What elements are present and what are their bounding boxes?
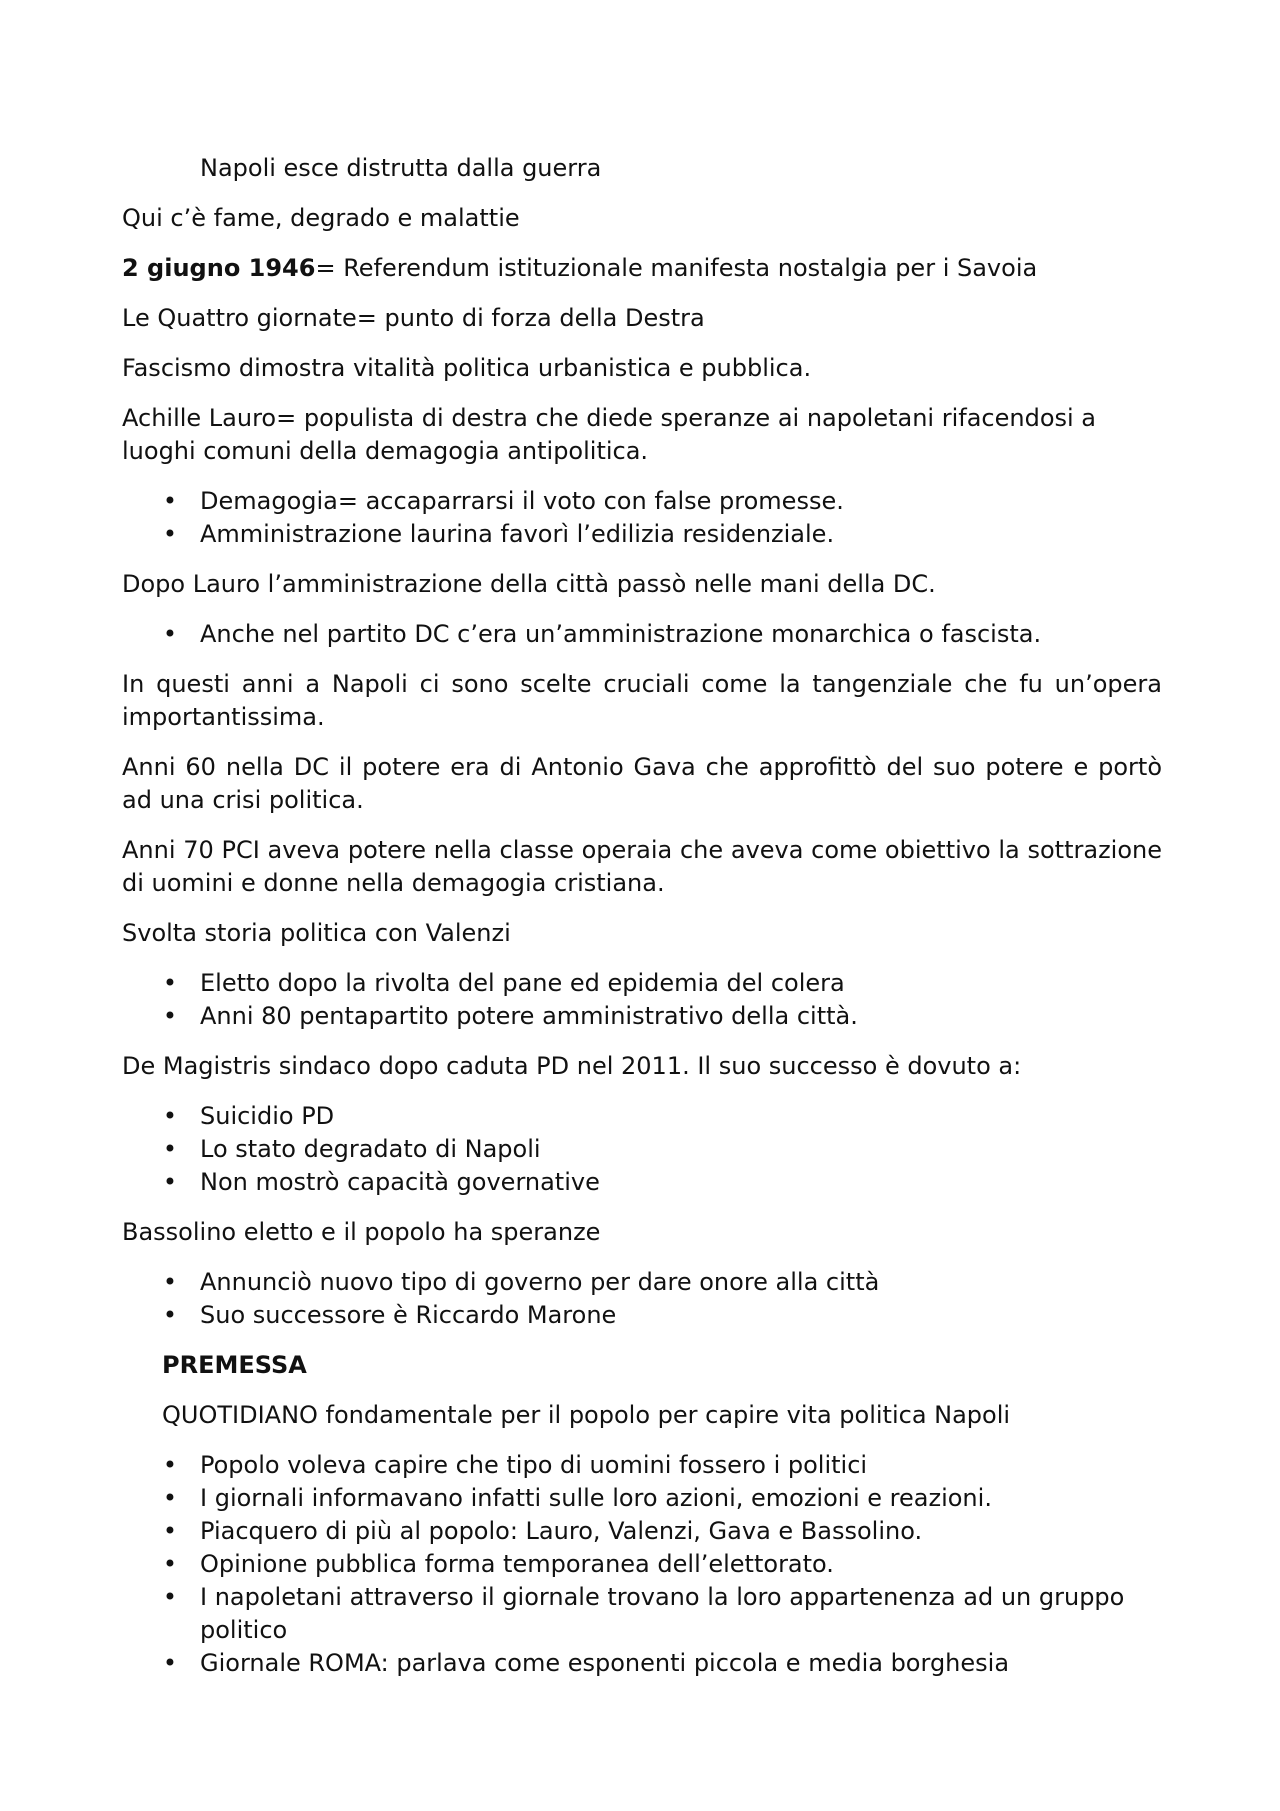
bullet-icon: • [162,1451,178,1479]
paragraph-gava: Anni 60 nella DC il potere era di Antonio Gava che approfittò del suo potere e portò ad una crisi politica. [122,753,1162,814]
list-item: • Anche nel partito DC c’era un’amministrazione monarchica o fascista. [122,618,1162,651]
referendum-text: = Referendum istituzionale manifesta nostalgia per i Savoia [315,254,1038,282]
list-valenzi [122,967,1162,1033]
bullet-icon: • [162,1102,178,1130]
bullet-icon: • [162,487,178,515]
bullet-icon: • [162,1550,178,1578]
list-bassolino [122,1266,1162,1332]
paragraph-tangenziale: In questi anni a Napoli ci sono scelte cruciali come la tangenziale che fu un’opera importantissima. [122,670,1162,731]
list-item: • Non mostrò capacità governative [122,1166,1162,1199]
list-item: • Popolo voleva capire che tipo di uomini fossero i politici [122,1449,1162,1482]
list-dc [122,618,1162,651]
list-item: • Giornale ROMA: parlava come esponenti piccola e media borghesia [122,1647,1162,1680]
paragraph-bassolino: Bassolino eletto e il popolo ha speranze [122,1218,601,1246]
list-item: • Annunciò nuovo tipo di governo per dare onore alla città [122,1266,1162,1299]
list-de-magistris [122,1100,1162,1199]
section-heading-premessa: PREMESSA [162,1351,307,1379]
list-lauro [122,485,1162,551]
bullet-icon: • [162,1135,178,1163]
bullet-icon: • [162,620,178,648]
paragraph-referendum [122,252,1162,285]
list-item: • I giornali informavano infatti sulle loro azioni, emozioni e reazioni. [122,1482,1162,1515]
paragraph-fame: Qui c’è fame, degrado e malattie [122,204,520,232]
list-item: • Piacquero di più al popolo: Lauro, Valenzi, Gava e Bassolino. [122,1515,1162,1548]
bullet-icon: • [162,1649,178,1677]
bullet-icon: • [162,1301,178,1329]
list-item: • I napoletani attraverso il giornale trovano la loro appartenenza ad un gruppo politico [122,1581,1162,1647]
paragraph-lauro: Achille Lauro= populista di destra che diede speranze ai napoletani rifacendosi a luoghi comuni della demagogia antipolitica. [122,404,1097,465]
list-item: • Opinione pubblica forma temporanea dell’elettorato. [122,1548,1162,1581]
referendum-date: 2 giugno 1946 [122,254,316,282]
paragraph-quotidiano: QUOTIDIANO fondamentale per il popolo per capire vita politica Napoli [162,1401,1011,1429]
bullet-icon: • [162,1583,178,1611]
list-item: • Demagogia= accaparrarsi il voto con false promesse. [122,485,1162,518]
bullet-icon: • [162,1168,178,1196]
list-quotidiano [122,1449,1162,1680]
list-item: • Eletto dopo la rivolta del pane ed epidemia del colera [122,967,1162,1000]
bullet-icon: • [162,969,178,997]
paragraph-valenzi: Svolta storia politica con Valenzi [122,919,511,947]
paragraph-quattro-giornate: Le Quattro giornate= punto di forza della Destra [122,304,705,332]
paragraph-de-magistris: De Magistris sindaco dopo caduta PD nel 2011. Il suo successo è dovuto a: [122,1052,1022,1080]
bullet-icon: • [162,1484,178,1512]
bullet-icon: • [162,1268,178,1296]
document-page [122,152,1162,1697]
paragraph-pci: Anni 70 PCI aveva potere nella classe operaia che aveva come obiettivo la sottrazione di uomini e donne nella demagogia cristiana. [122,836,1162,897]
bullet-icon: • [162,1002,178,1030]
paragraph-fascismo: Fascismo dimostra vitalità politica urbanistica e pubblica. [122,354,812,382]
paragraph-dopo-lauro: Dopo Lauro l’amministrazione della città passò nelle mani della DC. [122,570,936,598]
bullet-icon: • [162,1517,178,1545]
list-item: • Amministrazione laurina favorì l’edilizia residenziale. [122,518,1162,551]
list-item: • Anni 80 pentapartito potere amministrativo della città. [122,1000,1162,1033]
bullet-icon: • [162,520,178,548]
list-item: • Lo stato degradato di Napoli [122,1133,1162,1166]
list-item: • Suo successore è Riccardo Marone [122,1299,1162,1332]
list-item: • Suicidio PD [122,1100,1162,1133]
paragraph-intro: Napoli esce distrutta dalla guerra [200,154,602,182]
